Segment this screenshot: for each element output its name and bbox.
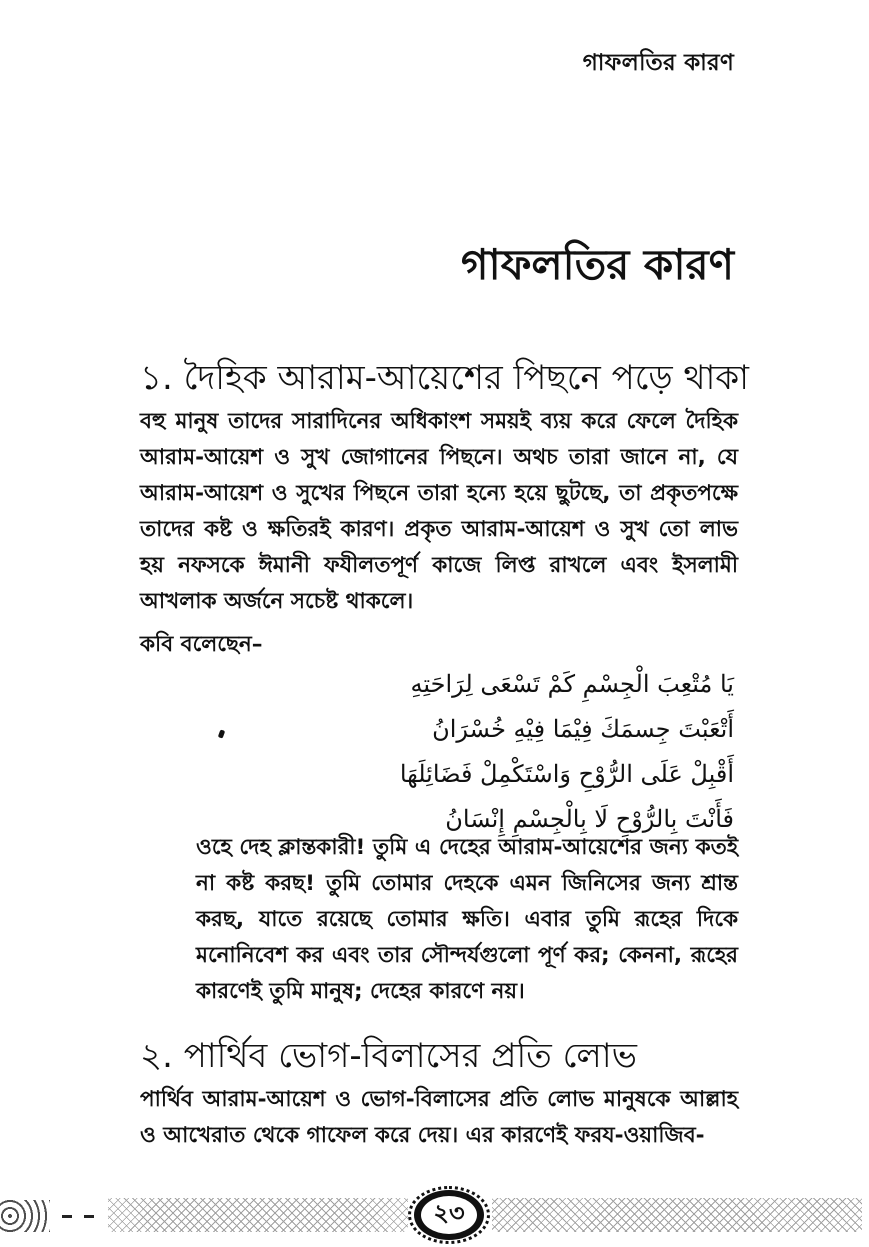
ornament-band-left xyxy=(108,1198,408,1232)
verse-line: فَأَنْتَ بِالرُّوْحِ لَا بِالْجِسْمِ إِنْسَانُ xyxy=(445,805,734,833)
dash-mark xyxy=(84,1215,94,1218)
page-footer xyxy=(0,1188,869,1247)
verse-line: أَقْبِلْ عَلَى الرُّوْحِ وَاسْتَكْمِلْ فَضَائِلَهَا xyxy=(399,760,734,788)
section-paragraph-2: পার্থিব আরাম-আয়েশ ও ভোগ-বিলাসের প্রতি লোভ মানুষকে আল্লাহ ও আখেরাত থেকে গাফেল করে দেয়। এর কারণেই ফরয-ওয়াজিব- xyxy=(140,1087,738,1148)
poet-intro: কবি বলেছেন– xyxy=(140,632,263,657)
verse-translation: ওহে দেহ ক্লান্তকারী! তুমি এ দেহের আরাম-আয়েশের জন্য কতই না কষ্ট করছ! তুমি তোমার দেহকে এমন জিনিসের জন্য শ্রান্ত করছ, যাতে রয়েছে তোমার ক্ষতি। এবার তুমি রূহের দিকে মনোনিবেশ কর এবং তার সৌন্দর্যগুলো পূর্ণ কর; কেননা, রূহের কারণেই তুমি মানুষ; দেহের কারণে নয়। xyxy=(196,835,738,1004)
ink-speck xyxy=(218,729,225,738)
page-number: ২৩ xyxy=(421,1196,477,1234)
section-paragraph-1: বহু মানুষ তাদের সারাদিনের অধিকাংশ সময়ই ব্যয় করে ফেলে দৈহিক আরাম-আয়েশ ও সুখ জোগানের পিছনে। অথচ তারা জানে না, যে আরাম-আয়েশ ও সুখের পিছনে তারা হন্যে হয়ে ছুটছে, তা প্রকৃতপক্ষে তাদের কষ্ট ও ক্ষতিরই কারণ। প্রকৃত আরাম-আয়েশ ও সুখ তো লাভ হয় নফসকে ঈমানী ফযীলতপূর্ণ কাজে লিপ্ত রাখলে এবং ইসলামী আখলাক অর্জনে সচেষ্ট থাকলে। xyxy=(140,409,738,614)
verse-line: يَا مُتْعِبَ الْجِسْمِ كَمْ تَسْعَى لِرَاحَتِهِ xyxy=(410,670,734,698)
page-number-medallion xyxy=(414,1190,484,1240)
ornament-edge xyxy=(0,1200,50,1232)
chapter-title: গাফলতির কারণ xyxy=(460,240,734,289)
verse-line: أَتْعَبْتَ جِسمَكَ فِيْمَا فِيْهِ خُسْرَانُ xyxy=(432,715,734,743)
arabic-verses xyxy=(274,662,734,842)
section-heading-1: ১. দৈহিক আরাম-আয়েশের পিছনে পড়ে থাকা xyxy=(140,358,750,398)
section-heading-2: ২. পার্থিব ভোগ-বিলাসের প্রতি লোভ xyxy=(140,1036,637,1076)
running-header: গাফলতির কারণ xyxy=(582,50,734,76)
dash-mark xyxy=(62,1215,72,1218)
ornament-band-right xyxy=(492,1198,862,1232)
